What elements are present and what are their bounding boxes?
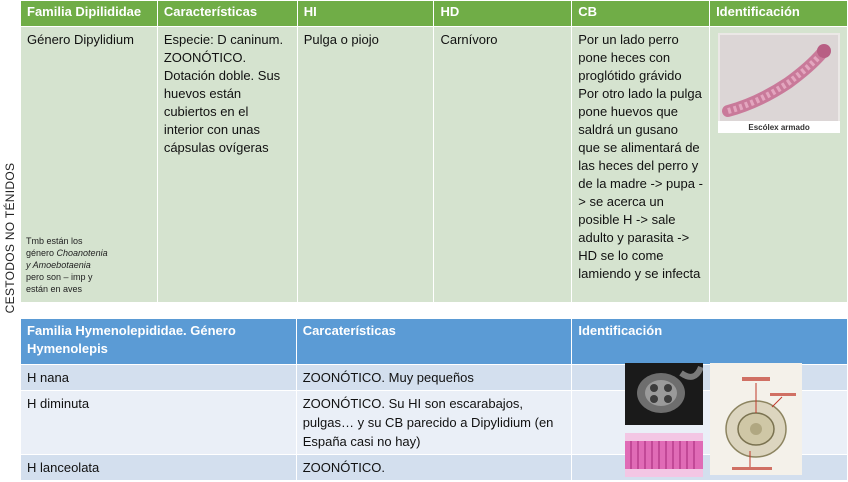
genus-note	[26, 235, 108, 295]
identificacion-cell	[710, 27, 848, 303]
header-familia: Familia Dipilididae	[21, 1, 158, 27]
header-caracteristicas2: Carcaterísticas	[296, 319, 572, 365]
header-identificacion2: Identificación	[572, 319, 848, 365]
species-desc: ZOONÓTICO. Muy pequeños	[296, 365, 572, 391]
note-line: están en aves	[26, 284, 83, 294]
proglottid-strip-icon	[625, 433, 703, 477]
note-line: pero son – imp y	[26, 272, 93, 282]
species-desc: ZOONÓTICO.	[296, 455, 572, 481]
hi-cell: Pulga o piojo	[297, 27, 434, 303]
header-caracteristicas: Características	[157, 1, 297, 27]
genus-name: Género Dipylidium	[27, 32, 134, 47]
table-row	[21, 27, 848, 303]
header-hd: HD	[434, 1, 572, 27]
species-desc: ZOONÓTICO. Su HI son escarabajos, pulgas… y su CB parecido a Dipylidium (en España casi no hay)	[296, 391, 572, 455]
header-cb: CB	[572, 1, 710, 27]
proglottid-strip	[625, 433, 703, 477]
table-header-row	[21, 1, 848, 27]
hd-cell: Carnívoro	[434, 27, 572, 303]
tapeworm-image-icon	[718, 33, 840, 133]
scolex-micrograph-icon	[625, 363, 703, 425]
cb-cell: Por un lado perro pone heces con proglótido grávido Por otro lado la pulga pone huevos que saldrá un gusano que se alimentará de las heces del perro y de la madre -> pupa -> se acerca un posible H -> sale adulto y parasita -> HD se lo come lamiendo y se infecta	[572, 27, 710, 303]
species-name: H nana	[21, 365, 297, 391]
header-identificacion: Identificación	[710, 1, 848, 27]
note-line: género Choanotenia	[26, 248, 108, 258]
side-label: CESTODOS NO TÉNIDOS	[3, 162, 17, 314]
image-caption: Escólex armado	[748, 123, 810, 132]
egg-diagram	[710, 363, 802, 475]
dipilididae-table	[20, 0, 848, 303]
header-hi: HI	[297, 1, 434, 27]
side-label-area	[0, 0, 20, 477]
genus-cell	[21, 27, 158, 303]
caracteristicas-cell: Especie: D caninum. ZOONÓTICO. Dotación doble. Sus huevos están cubiertos en el interior con unas cápsulas ovígeras	[157, 27, 297, 303]
species-name: H diminuta	[21, 391, 297, 455]
egg-diagram-icon	[710, 363, 802, 475]
note-line: y Amoebotaenia	[26, 260, 91, 270]
species-name: H lanceolata	[21, 455, 297, 481]
header-familia2: Familia Hymenolepididae. Género Hymenolepis	[21, 319, 297, 365]
escolex-image	[718, 33, 840, 133]
table-header-row	[21, 319, 848, 365]
note-line: Tmb están los	[26, 236, 83, 246]
scolex-micrograph	[625, 363, 703, 425]
